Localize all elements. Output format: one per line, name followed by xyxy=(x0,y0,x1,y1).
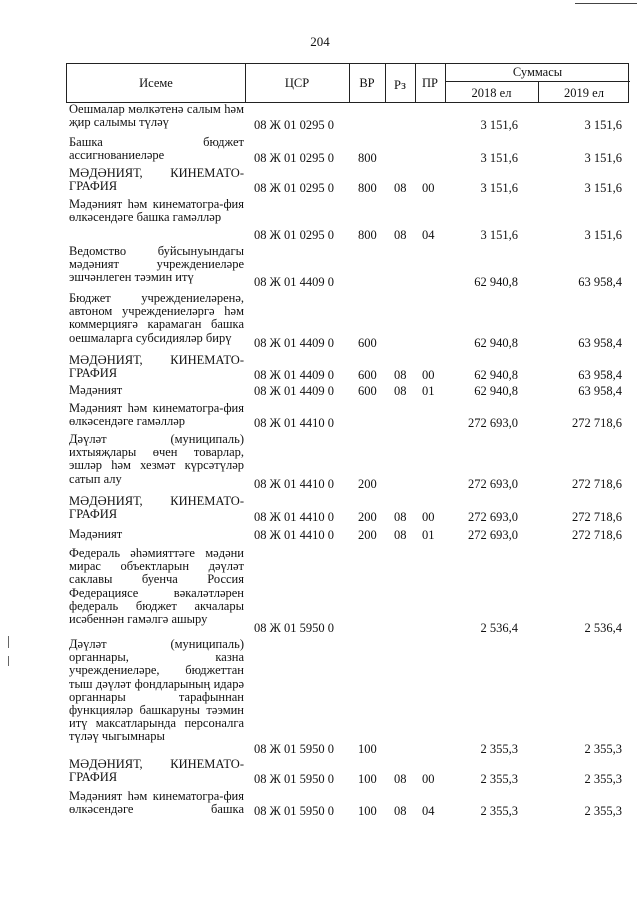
row-sum-2019: 2 355,3 xyxy=(584,804,622,818)
margin-mark xyxy=(8,636,9,648)
row-sum-2019: 2 536,4 xyxy=(584,621,622,635)
row-vr: 100 xyxy=(358,742,377,756)
row-name: Мәдәният xyxy=(69,527,123,541)
row-sum-2018: 272 693,0 xyxy=(468,528,518,542)
row-sum-2019: 63 958,4 xyxy=(578,336,622,350)
row-vr: 100 xyxy=(358,804,377,818)
header-vr: ВР xyxy=(359,76,375,90)
row-sum-2019: 2 355,3 xyxy=(584,742,622,756)
row-sum-2019: 272 718,6 xyxy=(572,528,622,542)
row-vr: 200 xyxy=(358,510,377,524)
row-rz: 08 xyxy=(394,528,407,542)
row-csr: 08 Ж 01 4409 0 xyxy=(254,368,334,382)
row-sum-2019: 3 151,6 xyxy=(584,151,622,165)
row-pr: 00 xyxy=(422,772,435,786)
row-vr: 800 xyxy=(358,151,377,165)
row-name: МӘДӘНИЯТ, КИНЕМАТО-ГРАФИЯ xyxy=(69,757,244,785)
row-sum-2018: 62 940,8 xyxy=(474,384,518,398)
row-name: Мәдәният һәм кинематогра-фия өлкәсендәге башка xyxy=(69,789,244,817)
row-vr: 600 xyxy=(358,336,377,350)
row-sum-2019: 63 958,4 xyxy=(578,384,622,398)
row-rz: 08 xyxy=(394,510,407,524)
row-sum-2018: 272 693,0 xyxy=(468,477,518,491)
row-name: Мәдәният һәм кинематогра-фия өлкәсендәге гамәлләр xyxy=(69,401,244,429)
row-csr: 08 Ж 01 4410 0 xyxy=(254,528,334,542)
row-csr: 08 Ж 01 5950 0 xyxy=(254,742,334,756)
row-rz: 08 xyxy=(394,181,407,195)
row-sum-2018: 272 693,0 xyxy=(468,510,518,524)
row-name: Мәдәният һәм кинематогра-фия өлкәсендәге башка гамәлләр xyxy=(69,197,244,225)
row-name: МӘДӘНИЯТ, КИНЕМАТО-ГРАФИЯ xyxy=(69,166,244,194)
row-rz: 08 xyxy=(394,368,407,382)
row-sum-2019: 272 718,6 xyxy=(572,416,622,430)
page-number: 204 xyxy=(310,34,330,49)
row-name: МӘДӘНИЯТ, КИНЕМАТО-ГРАФИЯ xyxy=(69,494,244,522)
row-sum-2018: 272 693,0 xyxy=(468,416,518,430)
row-sum-2018: 2 355,3 xyxy=(480,804,518,818)
row-sum-2018: 3 151,6 xyxy=(480,181,518,195)
row-csr: 08 Ж 01 4410 0 xyxy=(254,510,334,524)
row-csr: 08 Ж 01 0295 0 xyxy=(254,118,334,132)
row-csr: 08 Ж 01 4409 0 xyxy=(254,336,334,350)
row-sum-2019: 3 151,6 xyxy=(584,181,622,195)
row-pr: 04 xyxy=(422,804,435,818)
row-sum-2019: 272 718,6 xyxy=(572,510,622,524)
row-csr: 08 Ж 01 4410 0 xyxy=(254,416,334,430)
row-pr: 00 xyxy=(422,510,435,524)
row-name: Мәдәният xyxy=(69,383,123,397)
row-vr: 800 xyxy=(358,228,377,242)
row-sum-2018: 62 940,8 xyxy=(474,275,518,289)
row-name: Дәүләт (муниципаль) ихтыяҗлары өчен товарлар, эшләр һәм хезмәт күрсәтүләр сатып алу xyxy=(69,432,244,486)
row-sum-2019: 3 151,6 xyxy=(584,118,622,132)
header-2018: 2018 ел xyxy=(471,86,512,100)
row-rz: 08 xyxy=(394,384,407,398)
row-sum-2018: 62 940,8 xyxy=(474,368,518,382)
row-pr: 01 xyxy=(422,528,435,542)
row-pr: 00 xyxy=(422,181,435,195)
header-pr: ПР xyxy=(422,76,438,90)
budget-table xyxy=(66,63,629,818)
row-sum-2018: 2 355,3 xyxy=(480,742,518,756)
row-pr: 04 xyxy=(422,228,435,242)
row-vr: 800 xyxy=(358,181,377,195)
row-vr: 600 xyxy=(358,384,377,398)
row-sum-2018: 2 355,3 xyxy=(480,772,518,786)
row-csr: 08 Ж 01 0295 0 xyxy=(254,151,334,165)
row-sum-2018: 2 536,4 xyxy=(480,621,518,635)
row-vr: 200 xyxy=(358,477,377,491)
row-sum-2019: 2 355,3 xyxy=(584,772,622,786)
header-csr: ЦСР xyxy=(284,76,310,90)
header-rz: Рз xyxy=(394,78,406,92)
row-csr: 08 Ж 01 5950 0 xyxy=(254,804,334,818)
row-csr: 08 Ж 01 0295 0 xyxy=(254,228,334,242)
row-rz: 08 xyxy=(394,804,407,818)
header-sums: Суммасы xyxy=(512,65,563,79)
row-sum-2018: 62 940,8 xyxy=(474,336,518,350)
row-vr: 600 xyxy=(358,368,377,382)
row-pr: 01 xyxy=(422,384,435,398)
header-2019: 2019 ел xyxy=(564,86,604,100)
row-sum-2018: 3 151,6 xyxy=(480,118,518,132)
row-sum-2019: 63 958,4 xyxy=(578,368,622,382)
row-sum-2019: 63 958,4 xyxy=(578,275,622,289)
row-name: Оешмалар мөлкәтенә салым һәм җир салымы түләү xyxy=(69,102,244,130)
row-csr: 08 Ж 01 4409 0 xyxy=(254,275,334,289)
row-name: Дәүләт (муниципаль) органнары, казна учреждениеләре, бюджеттан тыш дәүләт фондларының идарә органнары тарафыннан функцияләр башкаруны тәэмин итү максатларында персоналга түләү чыгымнары xyxy=(69,637,244,744)
row-csr: 08 Ж 01 4410 0 xyxy=(254,477,334,491)
row-sum-2019: 3 151,6 xyxy=(584,228,622,242)
row-name: Ведомство буйсынуындагы мәдәният учреждениеләре эшчәнлеген тәэмин итү xyxy=(69,244,244,285)
row-name: Федераль әһәмияттәге мәдәни мирас объектларын дәүләт саклавы буенча Россия Федерациясе вәкаләтләрен федераль бюджет акчалары исәбеннән гамәлгә ашыру xyxy=(69,546,244,627)
row-csr: 08 Ж 01 0295 0 xyxy=(254,181,334,195)
row-csr: 08 Ж 01 5950 0 xyxy=(254,621,334,635)
row-csr: 08 Ж 01 5950 0 xyxy=(254,772,334,786)
row-name: Бюджет учреждениеләренә, автоном учреждениеләргә һәм коммерциягә карамаган башка оешмаларга субсидияләр бирү xyxy=(69,291,244,345)
row-vr: 200 xyxy=(358,528,377,542)
header-name: Исеме xyxy=(139,76,173,90)
top-edge-line xyxy=(575,3,637,4)
row-name: МӘДӘНИЯТ, КИНЕМАТО-ГРАФИЯ xyxy=(69,353,244,381)
row-name: Башка бюджет ассигнованиеләре xyxy=(69,135,244,163)
margin-mark xyxy=(8,656,9,666)
row-sum-2018: 3 151,6 xyxy=(480,228,518,242)
row-csr: 08 Ж 01 4409 0 xyxy=(254,384,334,398)
row-sum-2018: 3 151,6 xyxy=(480,151,518,165)
row-rz: 08 xyxy=(394,228,407,242)
row-rz: 08 xyxy=(394,772,407,786)
table-header xyxy=(66,63,629,103)
row-pr: 00 xyxy=(422,368,435,382)
row-vr: 100 xyxy=(358,772,377,786)
row-sum-2019: 272 718,6 xyxy=(572,477,622,491)
